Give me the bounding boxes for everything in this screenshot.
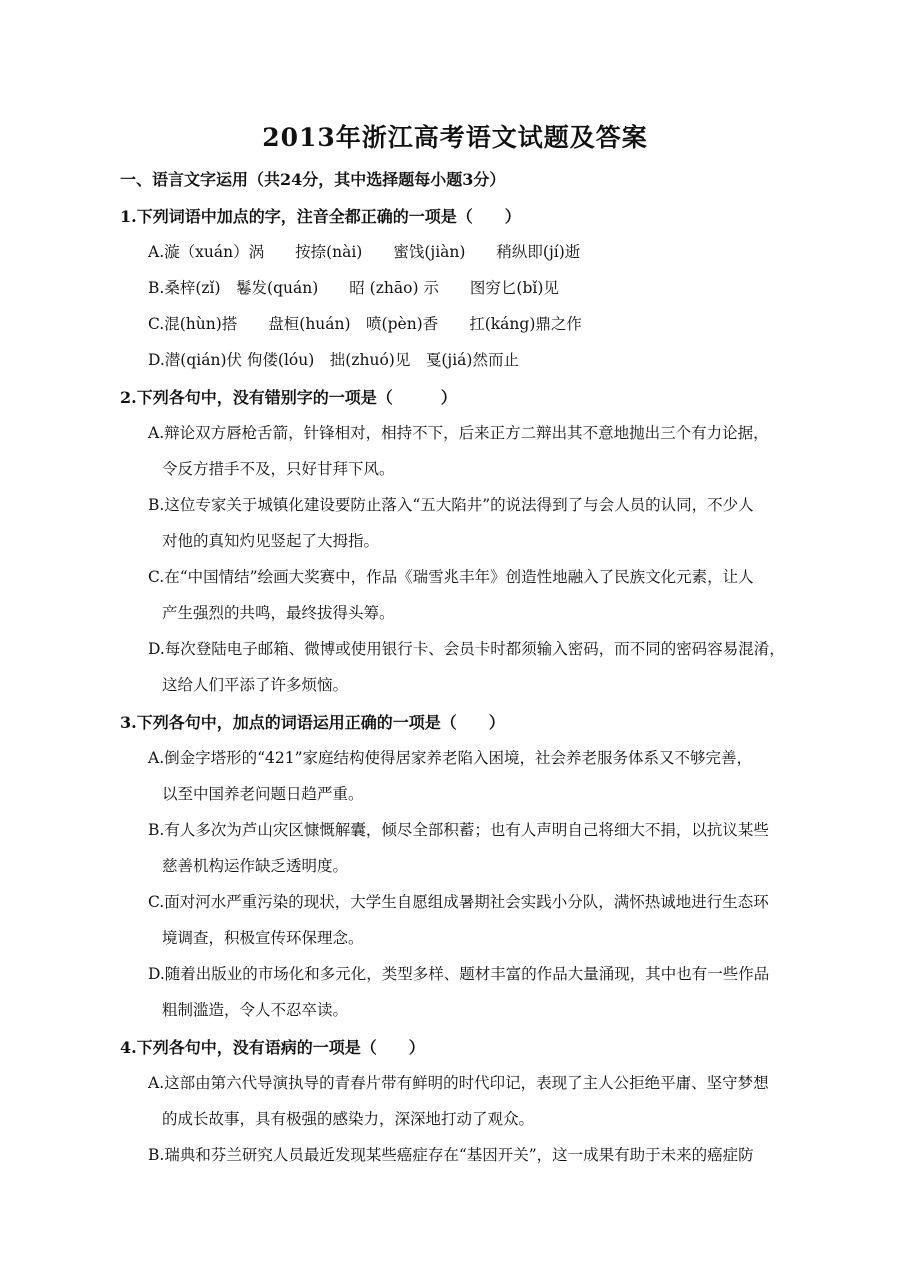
option-c xyxy=(120,559,810,631)
option-line-continued: 这给人们平添了许多烦恼。 xyxy=(162,676,349,694)
document-title: 2013年浙江高考语文试题及答案 xyxy=(262,123,648,152)
option-b xyxy=(120,1137,810,1173)
option-line: C.在“中国情结”绘画大奖赛中，作品《瑞雪兆丰年》创造性地融入了民族文化元素，让人 xyxy=(148,568,754,586)
option-line: A.辩论双方唇枪舌箭，针锋相对，相持不下，后来正方二辩出其不意地抛出三个有力论据， xyxy=(148,424,769,442)
option-line-continued: 境调查，积极宣传环保理念。 xyxy=(162,929,364,947)
option-b xyxy=(120,487,810,559)
option-a xyxy=(120,415,810,487)
question-1 xyxy=(120,199,810,378)
option-line: D.随着出版业的市场化和多元化，类型多样、题材丰富的作品大量涌现，其中也有一些作品 xyxy=(148,965,770,983)
question-4 xyxy=(120,1030,810,1173)
option-line: A.这部由第六代导演执导的青春片带有鲜明的时代印记，表现了主人公拒绝平庸、坚守梦想 xyxy=(148,1074,769,1092)
option-line: B.这位专家关于城镇化建设要防止落入“五大陷井”的说法得到了与会人员的认同，不少人 xyxy=(148,496,754,514)
option-b xyxy=(120,812,810,884)
question-stem: 4.下列各句中，没有语病的一项是（ ） xyxy=(120,1038,425,1057)
option-c xyxy=(120,884,810,956)
option-d xyxy=(120,631,810,703)
option-d: D.潜(qián)伏 佝偻(lóu) 拙(zhuó)见 戛(jiá)然而止 xyxy=(148,351,519,369)
section-heading: 一、语言文字运用（共24分，其中选择题每小题3分） xyxy=(120,170,506,189)
option-a: A.漩（xuán）涡 按捺(nài) 蜜饯(jiàn) 稍纵即(jí)逝 xyxy=(148,243,581,261)
option-line-continued: 粗制滥造，令人不忍卒读。 xyxy=(162,1001,349,1019)
option-line-continued: 的成长故事，具有极强的感染力，深深地打动了观众。 xyxy=(162,1110,535,1128)
option-b: B.桑梓(zǐ) 鬈发(quán) 昭 (zhāo) 示 图穷匕(bǐ)见 xyxy=(148,279,559,297)
option-line-continued: 产生强烈的共鸣，最终拔得头筹。 xyxy=(162,604,395,622)
option-c: C.混(hùn)搭 盘桓(huán) 喷(pèn)香 扛(káng)鼎之作 xyxy=(148,315,582,333)
option-line: A.倒金字塔形的“421”家庭结构使得居家养老陷入困境，社会养老服务体系又不够完善， xyxy=(148,749,753,767)
question-2 xyxy=(120,380,810,703)
option-line-continued: 以至中国养老问题日趋严重。 xyxy=(162,785,364,803)
option-line: B.瑞典和芬兰研究人员最近发现某些癌症存在“基因开关”，这一成果有助于未来的癌症防 xyxy=(148,1146,754,1164)
option-line: C.面对河水严重污染的现状，大学生自愿组成暑期社会实践小分队，满怀热诚地进行生态环 xyxy=(148,893,769,911)
question-stem: 2.下列各句中，没有错别字的一项是（ ） xyxy=(120,388,457,407)
option-d xyxy=(120,956,810,1028)
option-line-continued: 慈善机构运作缺乏透明度。 xyxy=(162,857,349,875)
option-a xyxy=(120,740,810,812)
question-stem: 3.下列各句中，加点的词语运用正确的一项是（ ） xyxy=(120,713,505,732)
question-3 xyxy=(120,705,810,1028)
option-line-continued: 对他的真知灼见竖起了大拇指。 xyxy=(162,532,380,550)
option-a xyxy=(120,1065,810,1137)
question-stem: 1.下列词语中加点的字，注音全都正确的一项是（ ） xyxy=(120,207,521,226)
option-line: B.有人多次为芦山灾区慷慨解囊，倾尽全部积蓄；也有人声明自己将细大不捐，以抗议某些 xyxy=(148,821,769,839)
document-body xyxy=(120,162,810,1173)
option-line-continued: 令反方措手不及，只好甘拜下风。 xyxy=(162,460,395,478)
option-line: D.每次登陆电子邮箱、微博或使用银行卡、会员卡时都须输入密码，而不同的密码容易混淆， xyxy=(148,640,785,658)
